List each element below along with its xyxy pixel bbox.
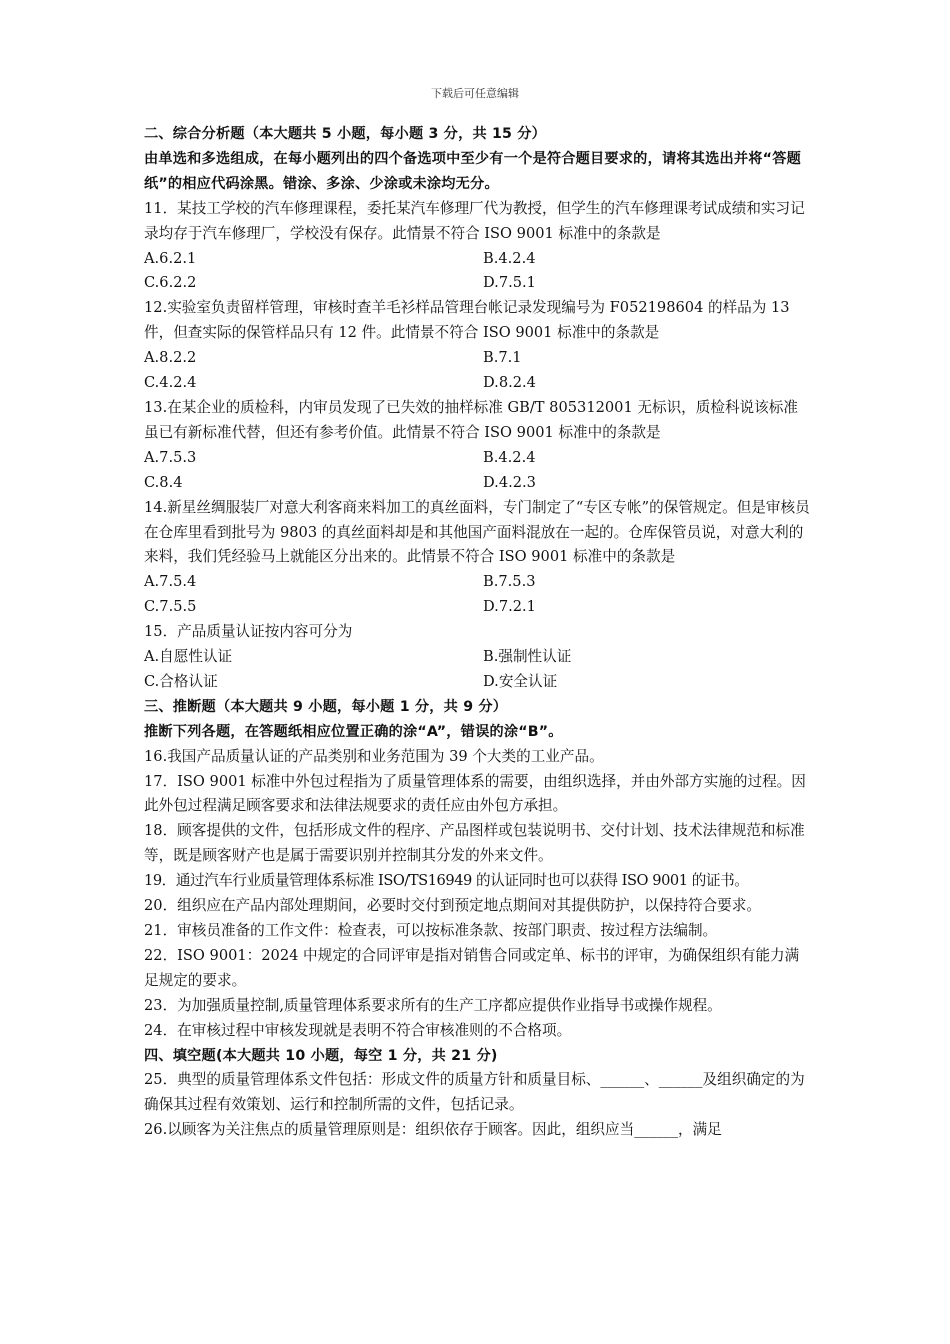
option: C.8.4 [144, 473, 183, 491]
section-3-title: 三、推断题（本大题共 9 小题，每小题 1 分，共 9 分） [144, 698, 508, 715]
question-14-options-row-1 [144, 570, 810, 595]
question-21: 21．审核员准备的工作文件：检查表，可以按标准条款、按部门职责、按过程方法编制。 [144, 922, 718, 939]
question-14-stem: 14.新星丝绸服装厂对意大利客商来料加工的真丝面料，专门制定了“专区专帐”的保管规定。但是审核员在仓库里看到批号为 9803 的真丝面料却是和其他国产面料混放在一起的。仓库保管员说，对意大利的来料，我们凭经验马上就能区分出来的。此情景不符合 ISO 9001 标准中的条款是 [144, 498, 810, 566]
option: D.4.2.3 [483, 473, 536, 491]
option: A.8.2.2 [144, 349, 197, 367]
option: D.7.2.1 [483, 598, 536, 616]
question-18: 18．顾客提供的文件，包括形成文件的程序、产品图样或包装说明书、交付计划、技术法律规范和标准等，既是顾客财产也是属于需要识别并控制其分发的外来文件。 [144, 822, 805, 865]
question-23: 23．为加强质量控制,质量管理体系要求所有的生产工序都应提供作业指导书或操作规程。 [144, 996, 722, 1014]
option: B.7.1 [483, 349, 522, 367]
option: D.8.2.4 [483, 374, 536, 392]
option: B.7.5.3 [483, 573, 536, 591]
question-12-stem: 12.实验室负责留样管理，审核时查羊毛衫样品管理台帐记录发现编号为 F052198604 的样品为 13 件，但查实际的保管样品只有 12 件。此情景不符合 ISO 9001 标准中的条款是 [144, 299, 790, 342]
question-22: 22．ISO 9001：2024 中规定的合同评审是指对销售合同或定单、标书的评审，为确保组织有能力满足规定的要求。 [144, 946, 800, 989]
question-12-options-row-2 [144, 371, 810, 396]
option: C.6.2.2 [144, 274, 197, 292]
option: A.7.5.3 [144, 448, 197, 466]
question-13-options-row-1 [144, 446, 810, 471]
option: A.自愿性认证 [144, 648, 233, 666]
option: B.4.2.4 [483, 448, 536, 466]
section-4-title: 四、填空题(本大题共 10 小题，每空 1 分，共 21 分) [144, 1047, 498, 1064]
question-26: 26.以顾客为关注焦点的质量管理原则是：组织依存于顾客。因此，组织应当______，满足 [144, 1121, 722, 1139]
option: C.7.5.5 [144, 598, 197, 616]
section-2-title: 二、综合分析题（本大题共 5 小题，每小题 3 分，共 15 分） [144, 126, 547, 142]
option: D.7.5.1 [483, 274, 536, 292]
option: D.安全认证 [483, 672, 558, 690]
question-15-options-row-2 [144, 670, 810, 695]
option: C.4.2.4 [144, 374, 197, 392]
question-11-stem: 11．某技工学校的汽车修理课程，委托某汽车修理厂代为教授，但学生的汽车修理课考试成绩和实习记录均存于汽车修理厂，学校没有保存。此情景不符合 ISO 9001 标准中的条款是 [144, 199, 805, 242]
question-17: 17．ISO 9001 标准中外包过程指为了质量管理体系的需要，由组织选择，并由外部方实施的过程。因此外包过程满足顾客要求和法律法规要求的责任应由外包方承担。 [144, 772, 806, 815]
question-13-options-row-2 [144, 471, 810, 496]
question-15-options-row-1 [144, 645, 810, 670]
question-20: 20．组织应在产品内部处理期间，必要时交付到预定地点期间对其提供防护，以保持符合要求。 [144, 897, 761, 915]
question-13-stem: 13.在某企业的质检科，内审员发现了已失效的抽样标准 GB/T 805312001 无标识，质检科说该标准虽已有新标准代替，但还有参考价值。此情景不符合 ISO 9001 标准中的条款是 [144, 398, 798, 441]
question-25: 25．典型的质量管理体系文件包括：形成文件的质量方针和质量目标、______、______及组织确定的为确保其过程有效策划、运行和控制所需的文件，包括记录。 [144, 1071, 805, 1114]
section-3-instruction: 推断下列各题，在答题纸相应位置正确的涂“A”，错误的涂“B”。 [144, 723, 563, 740]
question-12-options-row-1 [144, 346, 810, 371]
question-11-options-row-1 [144, 247, 810, 272]
page-header: 下载后可任意编辑 [431, 87, 519, 100]
option: B.强制性认证 [483, 648, 572, 666]
option: A.7.5.4 [144, 573, 197, 591]
question-24: 24．在审核过程中审核发现就是表明不符合审核准则的不合格项。 [144, 1021, 572, 1039]
option: A.6.2.1 [144, 249, 197, 267]
section-2-instruction: 由单选和多选组成，在每小题列出的四个备选项中至少有一个是符合题目要求的，请将其选出并将“答题纸”的相应代码涂黑。错涂、多涂、少涂或未涂均无分。 [144, 150, 801, 192]
question-11-options-row-2 [144, 271, 810, 296]
question-16: 16.我国产品质量认证的产品类别和业务范围为 39 个大类的工业产品。 [144, 747, 604, 765]
question-19: 19．通过汽车行业质量管理体系标准 ISO/TS16949 的认证同时也可以获得 ISO 9001 的证书。 [144, 872, 749, 890]
option: B.4.2.4 [483, 249, 536, 267]
question-15-stem: 15．产品质量认证按内容可分为 [144, 623, 353, 641]
question-14-options-row-2 [144, 595, 810, 620]
document-body [144, 122, 810, 1143]
option: C.合格认证 [144, 672, 218, 690]
